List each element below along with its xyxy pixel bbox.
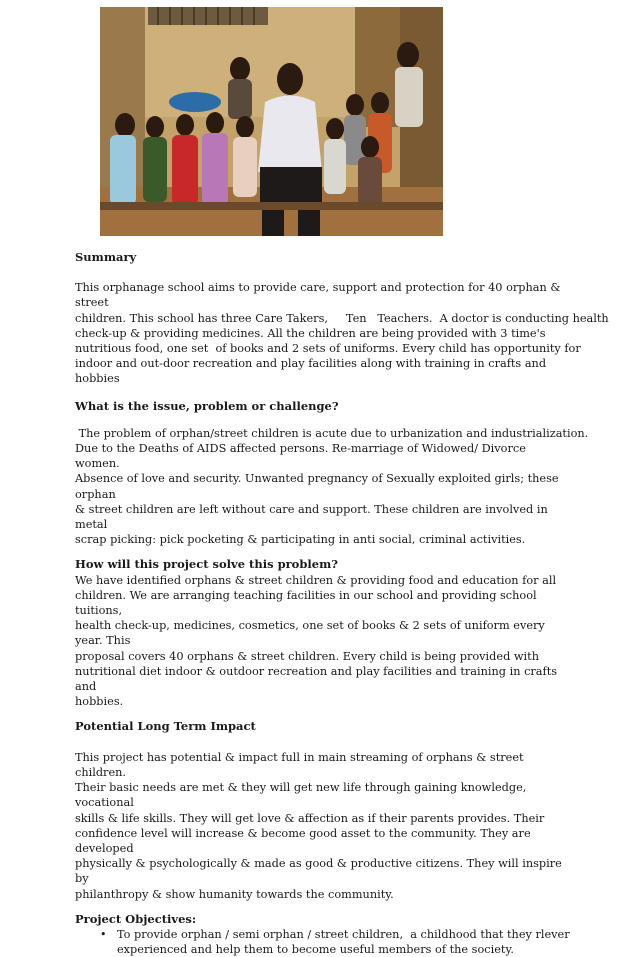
impact-heading: Potential Long Term Impact xyxy=(75,719,256,734)
list-item xyxy=(100,927,570,957)
solution-line: health check-up, medicines, cosmetics, one set of books & 2 sets of uniform every year. This xyxy=(75,619,545,648)
solution-line: proposal covers 40 orphans & street children. Every child is being provided with xyxy=(75,649,539,663)
summary-line: indoor and out-door recreation and play facilities along with training in crafts and hobbies xyxy=(75,357,547,386)
impact-line: confidence level will increase & become good asset to the community. They are developed xyxy=(75,826,531,855)
issue-line: The problem of orphan/street children is acute due to urbanization and industrialization. xyxy=(75,426,589,440)
impact-line: skills & life skills. They will get love & affection as if their parents provides. Their xyxy=(75,811,545,825)
summary-heading: Summary xyxy=(75,250,137,264)
impact-line: physically & psychologically & made as good & productive citizens. They will inspire by xyxy=(75,857,562,886)
summary-line: This orphanage school aims to provide care, support and protection for 40 orphan & street xyxy=(75,281,561,310)
issue-paragraph xyxy=(75,426,589,548)
bullet-icon: • xyxy=(100,927,107,941)
summary-line: check-up & providing medicines. All the children are being provided with 3 time's xyxy=(75,326,546,340)
impact-line: Their basic needs are met & they will get new life through gaining knowledge, vocational xyxy=(75,781,527,810)
photo-illustration xyxy=(100,7,443,236)
children-group-photo xyxy=(100,7,443,236)
issue-line: scrap picking: pick pocketing & participating in anti social, criminal activities. xyxy=(75,533,526,547)
solution-line: hobbies. xyxy=(75,695,124,709)
objective-line: To provide orphan / semi orphan / street children, a childhood that they rlever xyxy=(117,927,570,941)
summary-paragraph xyxy=(75,280,609,386)
solution-line: nutritional diet indoor & outdoor recreation and play facilities and training in crafts and xyxy=(75,664,558,694)
impact-line: philanthropy & show humanity towards the community. xyxy=(75,887,394,901)
summary-line: nutritious food, one set of books and 2 sets of uniforms. Every child has opportunity for xyxy=(75,342,581,356)
solution-paragraph xyxy=(75,573,567,710)
summary-line: children. This school has three Care Takers, Ten Teachers. A doctor is conducting health xyxy=(75,311,609,325)
objectives-heading: Project Objectives: xyxy=(75,911,197,926)
solution-line: We have identified orphans & street children & providing food and education for all xyxy=(75,573,557,587)
objective-line: experienced and help them to become useful members of the society. xyxy=(117,943,514,957)
document-content xyxy=(75,250,609,957)
issue-line: & street children are left without care and support. These children are involved in metal xyxy=(75,502,548,532)
objectives-list xyxy=(75,927,570,957)
solution-line: children. We are arranging teaching facilities in our school and providing school tuitions, xyxy=(75,588,537,618)
issue-line: Absence of love and security. Unwanted pregnancy of Sexually exploited girls; these orphan xyxy=(75,472,559,501)
impact-line: This project has potential & impact full in main streaming of orphans & street children. xyxy=(75,750,524,779)
issue-line: Due to the Deaths of AIDS affected persons. Re-marriage of Widowed/ Divorce women. xyxy=(75,442,526,471)
issue-heading: What is the issue, problem or challenge? xyxy=(75,398,339,413)
solution-heading: How will this project solve this problem? xyxy=(75,557,338,572)
